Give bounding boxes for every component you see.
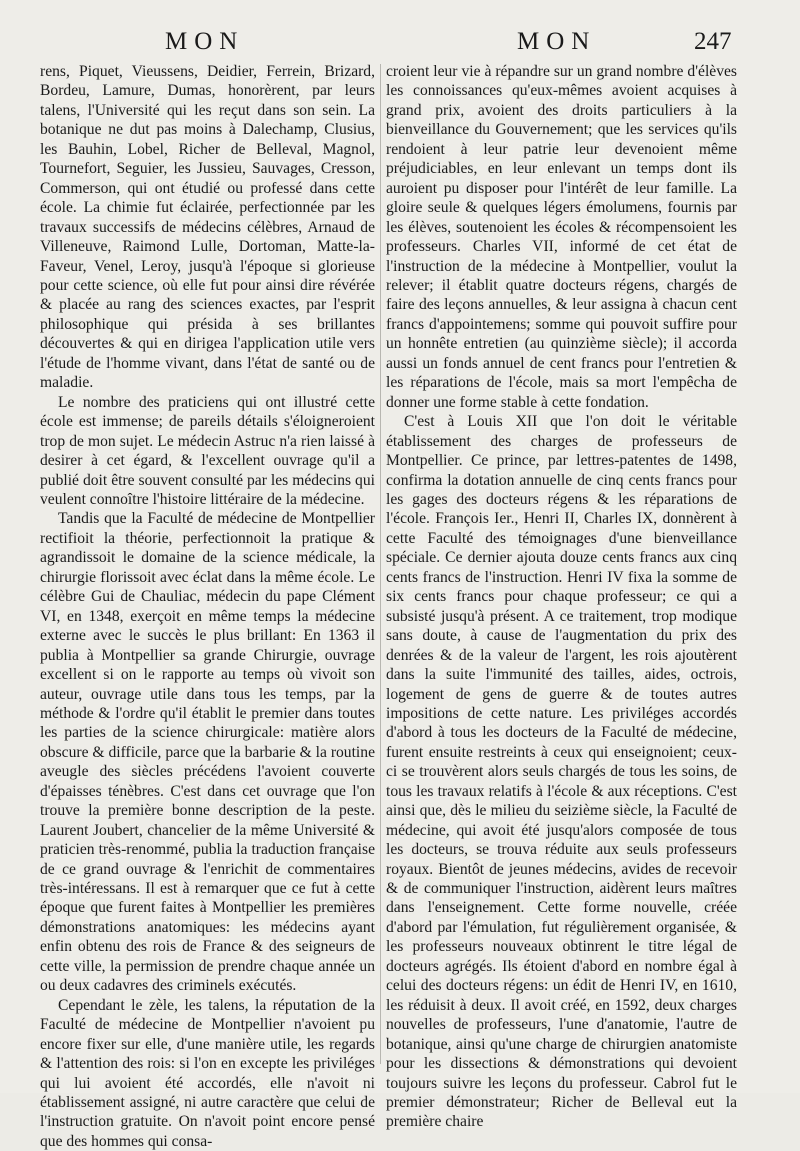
running-title-right: MON: [517, 28, 597, 55]
column-divider: [380, 64, 381, 1064]
paragraph: Le nombre des praticiens qui ont illustré cette école est immense; de pareils détails s'éloigneroient trop de mon sujet. Le médecin Astruc n'a rien laissé à desirer à cet égard, & l'excellent ouvrage qu'il a publié doit être souvent consulté par les médecins qui veulent connoître l'histoire littéraire de la médecine.: [40, 393, 375, 508]
running-header: [0, 28, 800, 64]
paragraph: Tandis que la Faculté de médecine de Montpellier rectifioit la théorie, perfectionnoit la pratique & agrandissoit le domaine de la science médicale, la chirurgie florissoit avec éclat dans la même école. Le célèbre Gui de Chauliac, médecin du pape Clément VI, en 1348, exerçoit en même temps la médecine externe avec le succès le plus brillant: En 1363 il publia à Montpellier sa grande Chirurgie, ouvrage excellent si on le rapporte au temps où vivoit son auteur, ouvrage utile dans tous les temps, par la méthode & l'ordre qu'il établit le premier dans toutes les parties de la science chirurgicale: matière alors obscure & difficile, parce que la barbarie & la routine aveugle des siècles précédens l'avoient couverte d'épaisses ténèbres. C'est dans cet ouvrage que l'on trouve la première bonne description de la peste. Laurent Joubert, chancelier de la même Université & praticien très-renommé, publia la traduction française de ce grand ouvrage & l'enrichit de commentaires très-intéressans. Il est à remarquer que ce fut à cette époque que furent faites à Montpellier les premières démonstrations anatomiques: les médecins ayant enfin obtenu des rois de France & des seigneurs de cette ville, la permission de prendre chaque année un ou deux cadavres des criminels exécutés.: [40, 510, 375, 995]
paragraph: rens, Piquet, Vieussens, Deidier, Ferrein, Brizard, Bordeu, Lamure, Dumas, honorèrent, par leurs talens, l'Université qui les reçut dans son sein. La botanique ne dut pas moins à Dalechamp, Clusius, les Bauhin, Lobel, Richer de Belleval, Magnol, Tournefort, Seguier, les Jussieu, Sauvages, Cresson, Commerson, qui ont étudié ou professé dans cette école. La chimie fut éclairée, perfectionnée par les travaux successifs de médecins célèbres, Arnaud de Villeneuve, Raimond Lulle, Dortoman, Matte-la-Faveur, Venel, Leroy, jusqu'à l'époque si glorieuse pour cette science, où elle fut pour ainsi dire révérée & placée au rang des sciences exactes, par l'esprit philosophique qui présida à ses brillantes découvertes & qui en dirigea l'application utile vers l'étude de l'homme vivant, dans l'état de santé ou de maladie.: [40, 63, 375, 392]
paragraph: Cependant le zèle, les talens, la réputation de la Faculté de médecine de Montpellier n'avoient pu encore fixer sur elle, d'une manière utile, les regards & l'attention des rois: si l'on en excepte les priviléges qui lui avoient été accordés, elle n'avoit ni établissement assigné, ni autre caractère que celui de l'instruction gratuite. On n'avoit point encore pensé que des hommes qui consa-: [40, 996, 375, 1150]
paragraph: croient leur vie à répandre sur un grand nombre d'élèves les connoissances qu'eux-mêmes avoient acquises à grand prix, avoient des droits particuliers à la bienveillance du Gouvernement; que les services qu'ils rendoient à leur patrie leur devenoient même préjudiciables, en leur enlevant un temps dont ils auroient pu disposer pour l'intérêt de leur famille. La gloire seule & quelques légers émolumens, fournis par les élèves, soutenoient les écoles & récompensoient les professeurs. Charles VII, informé de cet état de l'instruction de la médecine à Montpellier, voulut la relever; il établit quatre docteurs régens, chargés de faire des leçons annuelles, & leur assigna à chacun cent francs d'appointemens; somme qui pouvoit suffire pour un honnête entretien (au quinzième siècle); il accorda aussi un fonds annuel de cent francs pour l'entretien & les réparations de l'école, mais sa mort l'empêcha de donner une forme stable à cette fondation.: [386, 63, 737, 411]
running-title-left: MON: [165, 28, 245, 55]
right-column: [386, 62, 737, 1132]
left-column: [40, 62, 375, 1151]
page-number: 247: [694, 28, 732, 55]
paragraph: C'est à Louis XII que l'on doit le véritable établissement des charges de professeurs de Montpellier. Ce prince, par lettres-patentes de 1498, confirma la dotation annuelle de cinq cents francs pour les gages des docteurs régens & les réparations de l'école. François Ier., Henri II, Charles IX, donnèrent à cette Faculté des témoignages d'une bienveillance spéciale. Ce dernier ajouta douze cents francs aux cinq cents francs de l'instruction. Henri IV fixa la somme de six cents francs pour chaque professeur; ce qui a subsisté jusqu'à présent. A ce traitement, trop modique sans doute, à cause de l'augmentation du prix des denrées & de la valeur de l'argent, les rois ajoutèrent dans la suite l'immunité des tailles, aides, octrois, logement de gens de guerre & de toutes autres impositions de cette nature. Les priviléges accordés d'abord à tous les docteurs de la Faculté de médecine, furent ensuite restreints à ceux qui enseignoient; ceux-ci se trouvèrent alors seuls chargés de tous les soins, de tous les travaux relatifs à l'école & aux réceptions. C'est ainsi que, dès le milieu du seizième siècle, la Faculté de médecine, qui avoit été jusqu'alors composée de tous les docteurs, se trouva réduite aux seuls professeurs royaux. Bientôt de jeunes médecins, avides de recevoir & de communiquer l'instruction, aidèrent leurs maîtres dans l'enseignement. Cette forme nouvelle, créée d'abord par l'émulation, fut régulièrement organisée, & les professeurs nouveaux obtinrent le titre légal de docteurs agrégés. Ils étoient d'abord en nombre égal à celui des docteurs régens: un édit de Henri IV, en 1610, les réduisit à deux. Il avoit créé, en 1592, deux charges nouvelles de professeurs, l'une d'anatomie, l'autre de botanique, ainsi qu'une charge de chirurgien anatomiste pour les dissections & démonstrations qui devoient toujours suivre les leçons du professeur. Cabrol fut le premier démonstrateur; Richer de Belleval eut la première chaire: [386, 413, 737, 1131]
